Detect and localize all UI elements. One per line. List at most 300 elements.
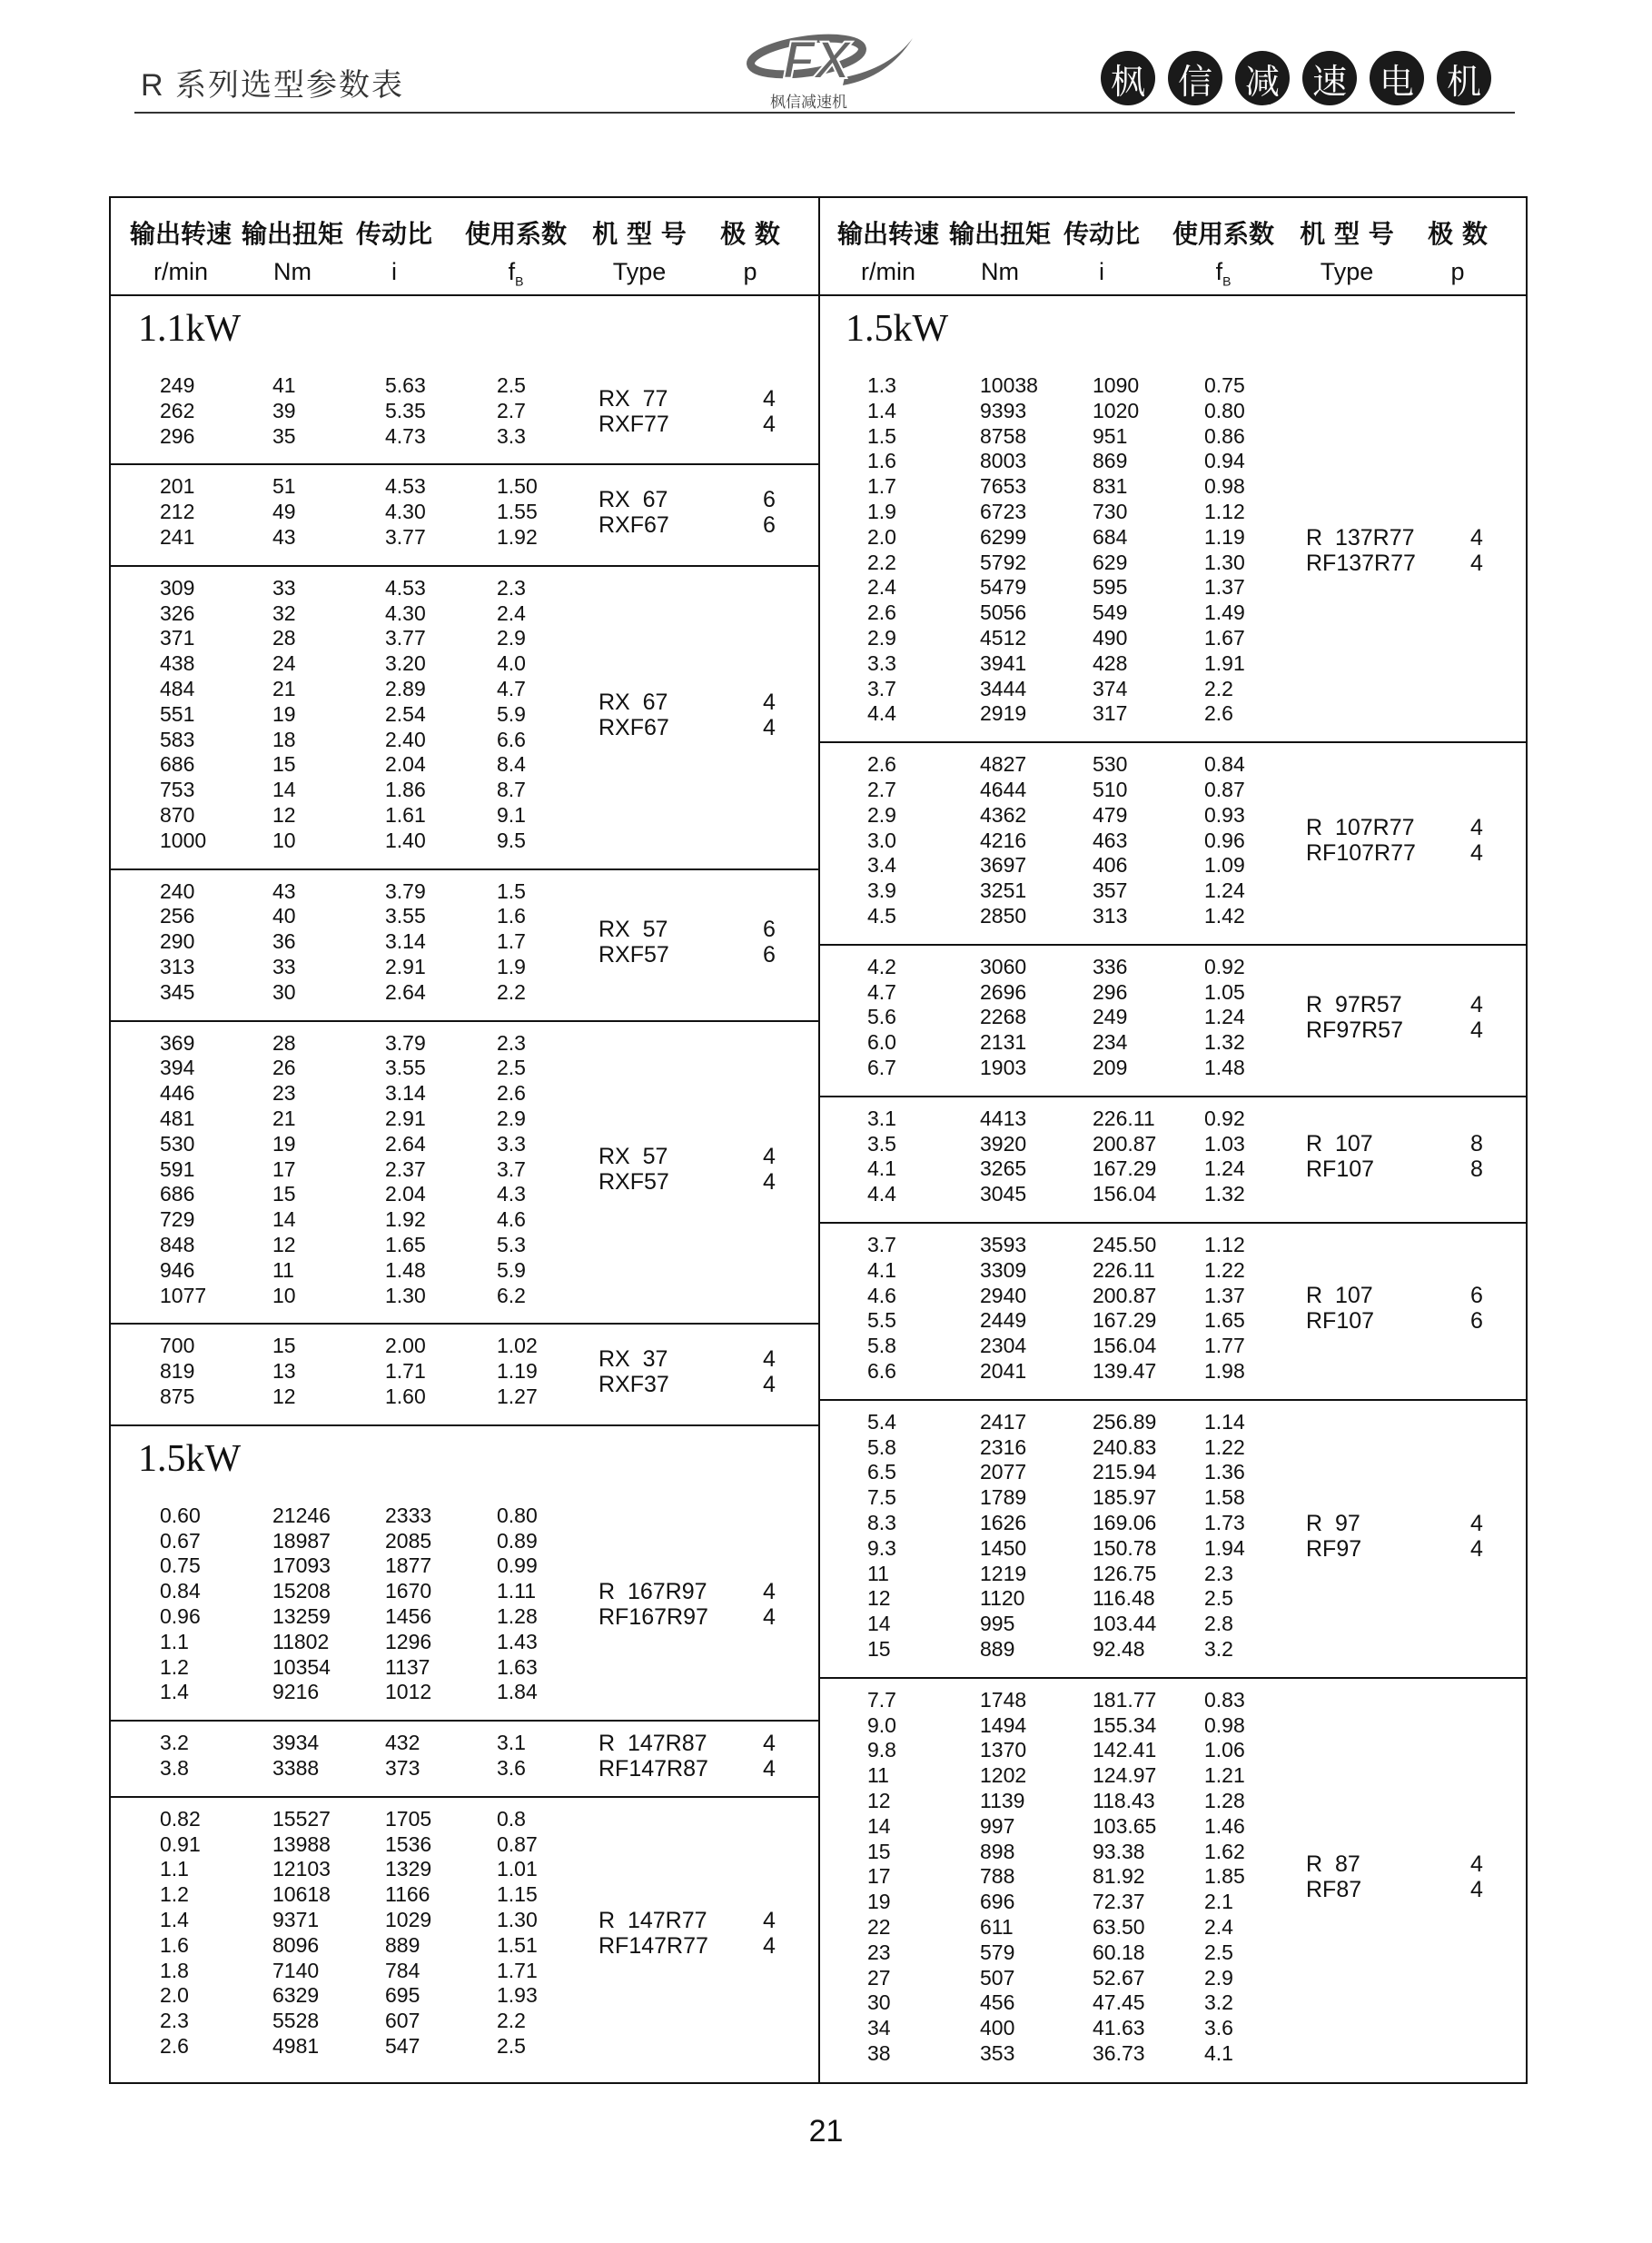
service-factor-cell: 1.05 (1204, 979, 1245, 1004)
speed-cell: 729 (160, 1207, 195, 1232)
ratio-cell: 1166 (385, 1882, 430, 1907)
service-factor-cell: 5.3 (497, 1232, 526, 1256)
gear-unit-group (818, 1399, 1528, 1679)
service-factor-cell: 1.24 (1204, 1005, 1245, 1029)
service-factor-cell: 0.92 (1204, 954, 1245, 978)
service-factor-cell: 3.6 (1204, 2016, 1233, 2040)
speed-cell: 2.6 (867, 600, 896, 625)
torque-cell: 898 (980, 1839, 1015, 1863)
service-factor-cell: 3.2 (1204, 1636, 1233, 1661)
ratio-cell: 2.00 (385, 1334, 426, 1358)
model-type: RF97 (1306, 1535, 1362, 1562)
speed-cell: 6.7 (867, 1055, 896, 1079)
service-factor-cell: 2.3 (497, 575, 526, 600)
speed-cell: 446 (160, 1081, 195, 1106)
ratio-cell: 60.18 (1093, 1940, 1145, 1964)
pole-count: 4 (1470, 1535, 1483, 1562)
torque-cell: 3920 (980, 1131, 1027, 1156)
ratio-cell: 547 (385, 2033, 420, 2058)
ratio-cell: 4.53 (385, 575, 426, 600)
ratio-cell: 234 (1093, 1030, 1128, 1055)
service-factor-cell: 2.5 (1204, 1940, 1233, 1964)
model-type: R 147R87 (598, 1730, 707, 1756)
service-factor-cell: 2.9 (497, 1106, 526, 1130)
service-factor-cell: 1.37 (1204, 575, 1245, 600)
service-factor-cell: 1.92 (497, 524, 538, 549)
model-type: RXF57 (598, 942, 669, 968)
speed-cell: 23 (867, 1940, 891, 1964)
power-section-title: 1.5kW (138, 1437, 242, 1480)
torque-cell: 2696 (980, 979, 1027, 1004)
speed-cell: 1.3 (867, 373, 896, 397)
torque-cell: 997 (980, 1813, 1015, 1838)
ratio-cell: 374 (1093, 676, 1128, 700)
ratio-cell: 889 (385, 1932, 420, 1957)
ratio-cell: 1.86 (385, 778, 426, 802)
torque-cell: 2316 (980, 1434, 1027, 1459)
ratio-cell: 2.04 (385, 752, 426, 777)
ratio-cell: 72.37 (1093, 1890, 1145, 1914)
speed-cell: 6.5 (867, 1460, 896, 1484)
torque-cell: 41 (272, 373, 296, 397)
speed-cell: 686 (160, 1182, 195, 1206)
service-factor-cell: 4.3 (497, 1182, 526, 1206)
ratio-cell: 124.97 (1093, 1763, 1157, 1788)
torque-cell: 19 (272, 701, 296, 726)
torque-cell: 3941 (980, 650, 1027, 675)
ratio-cell: 2.37 (385, 1156, 426, 1181)
ratio-cell: 684 (1093, 524, 1128, 549)
gear-unit-group (111, 1493, 818, 1722)
ratio-cell: 1877 (385, 1553, 432, 1578)
service-factor-cell: 0.8 (497, 1806, 526, 1831)
torque-cell: 5479 (980, 575, 1027, 600)
model-type: R 107 (1306, 1283, 1373, 1309)
speed-cell: 14 (867, 1813, 891, 1838)
ratio-cell: 530 (1093, 752, 1128, 777)
header-cell (942, 198, 1058, 294)
speed-cell: 9.8 (867, 1738, 896, 1762)
pole-count: 6 (763, 512, 776, 539)
torque-cell: 1139 (980, 1788, 1025, 1812)
service-factor-cell: 1.19 (497, 1359, 538, 1384)
torque-cell: 2850 (980, 903, 1027, 928)
service-factor-cell: 0.75 (1204, 373, 1245, 397)
ratio-cell: 1536 (385, 1831, 432, 1856)
page-number: 21 (808, 2114, 844, 2149)
ratio-cell: 1670 (385, 1579, 432, 1603)
column-header (111, 198, 818, 296)
ratio-cell: 784 (385, 1958, 420, 1982)
header-label-zh: 使用系数 (464, 219, 567, 249)
ratio-cell: 357 (1093, 878, 1128, 903)
header-cell (1056, 198, 1147, 294)
header-label-zh: 极 数 (1428, 219, 1488, 249)
torque-cell: 13 (272, 1359, 296, 1384)
ratio-cell: 1137 (385, 1654, 430, 1679)
speed-cell: 240 (160, 878, 195, 903)
pole-count: 4 (1470, 524, 1483, 551)
header-divider (134, 112, 1515, 114)
service-factor-cell: 0.99 (497, 1553, 538, 1578)
service-factor-cell: 9.5 (497, 828, 526, 852)
brand-char: 机 (1437, 51, 1491, 105)
torque-cell: 579 (980, 1940, 1015, 1964)
ratio-cell: 256.89 (1093, 1409, 1157, 1434)
speed-cell: 870 (160, 802, 195, 827)
speed-cell: 4.4 (867, 701, 896, 726)
header-label-unit (1292, 258, 1401, 286)
torque-cell: 28 (272, 1030, 296, 1055)
ratio-cell: 1.40 (385, 828, 426, 852)
service-factor-cell: 1.02 (497, 1334, 538, 1358)
unit-text: p (743, 258, 757, 285)
torque-cell: 33 (272, 575, 296, 600)
model-type: RX 57 (598, 1144, 668, 1170)
speed-cell: 1.4 (160, 1680, 189, 1704)
speed-cell: 0.75 (160, 1553, 201, 1578)
speed-cell: 7.5 (867, 1485, 896, 1510)
ratio-cell: 1.61 (385, 802, 426, 827)
service-factor-cell: 1.21 (1204, 1763, 1245, 1788)
model-type: RX 67 (598, 487, 668, 513)
unit-text: Type (1320, 258, 1374, 285)
speed-cell: 1077 (160, 1283, 207, 1307)
speed-cell: 38 (867, 2040, 891, 2065)
ratio-cell: 139.47 (1093, 1359, 1157, 1383)
speed-cell: 9.3 (867, 1535, 896, 1560)
ratio-cell: 5.63 (385, 373, 426, 397)
pole-count: 4 (763, 1169, 776, 1196)
model-type: RF107 (1306, 1156, 1375, 1183)
ratio-cell: 47.45 (1093, 1990, 1145, 2015)
torque-cell: 18 (272, 727, 296, 751)
model-type: R 167R97 (598, 1578, 707, 1604)
service-factor-cell: 3.3 (497, 1131, 526, 1156)
model-type: RXF67 (598, 512, 669, 539)
model-type: R 137R77 (1306, 524, 1415, 551)
speed-cell: 3.1 (867, 1106, 896, 1130)
ratio-cell: 185.97 (1093, 1485, 1157, 1510)
ratio-cell: 1456 (385, 1603, 432, 1628)
speed-cell: 438 (160, 651, 195, 676)
ratio-cell: 406 (1093, 853, 1128, 878)
torque-cell: 3045 (980, 1182, 1027, 1206)
speed-cell: 17 (867, 1864, 891, 1889)
service-factor-cell: 2.5 (1204, 1586, 1233, 1611)
speed-cell: 0.82 (160, 1806, 201, 1831)
torque-cell: 39 (272, 398, 296, 422)
speed-cell: 1.1 (160, 1629, 189, 1653)
header-label-unit (829, 258, 947, 286)
pole-count: 6 (1470, 1308, 1483, 1335)
ratio-cell: 4.73 (385, 423, 426, 448)
ratio-cell: 2085 (385, 1528, 432, 1553)
speed-cell: 2.0 (160, 1983, 189, 2008)
torque-cell: 10354 (272, 1654, 331, 1679)
ratio-cell: 2.54 (385, 701, 426, 726)
speed-cell: 256 (160, 904, 195, 928)
speed-cell: 1.4 (160, 1907, 189, 1931)
service-factor-cell: 1.11 (497, 1579, 537, 1603)
pole-count: 4 (1470, 1851, 1483, 1878)
unit-text: Type (612, 258, 667, 285)
pole-count: 6 (1470, 1283, 1483, 1309)
torque-cell: 7140 (272, 1958, 320, 1982)
torque-cell: 10 (272, 1283, 296, 1307)
speed-cell: 5.8 (867, 1434, 896, 1459)
torque-cell: 15 (272, 1334, 296, 1358)
service-factor-cell: 1.12 (1204, 500, 1245, 523)
torque-cell: 43 (272, 524, 296, 549)
service-factor-cell: 1.93 (497, 1983, 538, 2008)
service-factor-cell: 1.7 (497, 929, 526, 954)
pole-count: 8 (1470, 1131, 1483, 1157)
speed-cell: 875 (160, 1384, 195, 1408)
torque-cell: 9393 (980, 398, 1027, 422)
ratio-cell: 1.60 (385, 1384, 426, 1408)
model-type: RF147R77 (598, 1932, 708, 1959)
speed-cell: 371 (160, 626, 195, 650)
torque-cell: 17093 (272, 1553, 331, 1578)
left-column (111, 198, 820, 2082)
torque-cell: 400 (980, 2016, 1015, 2040)
service-factor-cell: 1.15 (497, 1882, 538, 1907)
speed-cell: 3.5 (867, 1131, 896, 1156)
unit-text: p (1450, 258, 1465, 285)
speed-cell: 3.2 (160, 1731, 189, 1755)
speed-cell: 309 (160, 575, 195, 600)
pole-count: 6 (763, 487, 776, 513)
speed-cell: 686 (160, 752, 195, 777)
service-factor-cell: 1.12 (1204, 1233, 1245, 1256)
speed-cell: 11 (867, 1763, 889, 1788)
torque-cell: 1494 (980, 1712, 1027, 1737)
speed-cell: 481 (160, 1106, 195, 1130)
speed-cell: 12 (867, 1788, 891, 1812)
unit-text: r/min (861, 258, 915, 285)
service-factor-cell: 0.84 (1204, 752, 1245, 777)
ratio-cell: 3.77 (385, 524, 426, 549)
torque-cell: 49 (272, 500, 296, 524)
ratio-cell: 4.30 (385, 500, 426, 524)
service-factor-cell: 1.49 (1204, 600, 1245, 625)
speed-cell: 2.9 (867, 626, 896, 650)
service-factor-cell: 0.83 (1204, 1687, 1245, 1712)
service-factor-cell: 6.6 (497, 727, 526, 751)
model-type: RXF77 (598, 411, 669, 437)
speed-cell: 0.96 (160, 1603, 201, 1628)
ratio-cell: 142.41 (1093, 1738, 1157, 1762)
model-type: RX 77 (598, 385, 668, 412)
service-factor-cell: 1.28 (1204, 1788, 1245, 1812)
header-label-zh: 传动比 (1063, 219, 1140, 249)
torque-cell: 4216 (980, 828, 1027, 852)
torque-cell: 3934 (272, 1731, 320, 1755)
service-factor-cell: 1.77 (1204, 1334, 1245, 1358)
service-factor-cell: 1.55 (497, 500, 538, 524)
ratio-cell: 103.65 (1093, 1813, 1157, 1838)
unit-text: f (1215, 258, 1223, 285)
torque-cell: 30 (272, 979, 296, 1004)
ratio-cell: 52.67 (1093, 1965, 1145, 1990)
service-factor-cell: 2.1 (1204, 1890, 1233, 1914)
ratio-cell: 200.87 (1093, 1131, 1157, 1156)
ratio-cell: 428 (1093, 650, 1128, 675)
header-label-zh: 传动比 (355, 219, 432, 249)
speed-cell: 4.7 (867, 979, 896, 1004)
service-factor-cell: 1.30 (497, 1907, 538, 1931)
ratio-cell: 313 (1093, 903, 1128, 928)
speed-cell: 753 (160, 778, 195, 802)
ratio-cell: 490 (1093, 626, 1128, 650)
brand-char: 信 (1168, 51, 1222, 105)
column-header (818, 198, 1528, 296)
torque-cell: 1903 (980, 1055, 1027, 1079)
service-factor-cell: 1.46 (1204, 1813, 1245, 1838)
torque-cell: 35 (272, 423, 296, 448)
brand-char: 枫 (1101, 51, 1155, 105)
header-label-zh: 输出扭矩 (948, 219, 1051, 249)
ratio-cell: 156.04 (1093, 1334, 1157, 1358)
ratio-cell: 2333 (385, 1503, 432, 1527)
service-factor-cell: 2.9 (497, 626, 526, 650)
gear-unit-group (818, 362, 1528, 743)
header-cell (349, 198, 440, 294)
pole-count: 4 (763, 1346, 776, 1373)
right-column (818, 198, 1528, 2082)
service-factor-cell: 1.28 (497, 1603, 538, 1628)
speed-cell: 1.4 (867, 398, 896, 422)
torque-cell: 3388 (272, 1755, 320, 1780)
speed-cell: 394 (160, 1056, 195, 1080)
ratio-cell: 169.06 (1093, 1510, 1157, 1534)
ratio-cell: 695 (385, 1983, 420, 2008)
service-factor-cell: 1.14 (1204, 1409, 1245, 1434)
speed-cell: 212 (160, 500, 195, 524)
torque-cell: 28 (272, 626, 296, 650)
brand-char: 速 (1302, 51, 1357, 105)
service-factor-cell: 0.80 (1204, 398, 1245, 422)
speed-cell: 4.2 (867, 954, 896, 978)
speed-cell: 2.7 (867, 777, 896, 801)
speed-cell: 262 (160, 398, 195, 422)
service-factor-cell: 2.2 (1204, 676, 1233, 700)
service-factor-cell: 0.80 (497, 1503, 538, 1527)
torque-cell: 32 (272, 600, 296, 625)
speed-cell: 3.7 (867, 676, 896, 700)
torque-cell: 11 (272, 1257, 294, 1282)
service-factor-cell: 1.30 (1204, 550, 1245, 574)
torque-cell: 2417 (980, 1409, 1027, 1434)
ratio-cell: 3.79 (385, 878, 426, 903)
service-factor-cell: 1.48 (1204, 1055, 1245, 1079)
brand-char: 电 (1370, 51, 1424, 105)
header-cell (122, 198, 240, 294)
service-factor-cell: 0.92 (1204, 1106, 1245, 1130)
speed-cell: 2.6 (867, 752, 896, 777)
ratio-cell: 1.48 (385, 1257, 426, 1282)
speed-cell: 1.2 (160, 1882, 189, 1907)
model-type: RX 67 (598, 689, 668, 715)
service-factor-cell: 1.62 (1204, 1839, 1245, 1863)
ratio-cell: 463 (1093, 828, 1128, 852)
torque-cell: 788 (980, 1864, 1015, 1889)
speed-cell: 2.4 (867, 575, 896, 600)
service-factor-cell: 0.89 (497, 1528, 538, 1553)
ratio-cell: 607 (385, 2009, 420, 2033)
torque-cell: 1370 (980, 1738, 1027, 1762)
ratio-cell: 215.94 (1093, 1460, 1157, 1484)
ratio-cell: 1.92 (385, 1207, 426, 1232)
header-label-zh: 使用系数 (1172, 219, 1274, 249)
header-label-zh: 机 型 号 (1300, 219, 1394, 249)
service-factor-cell: 4.0 (497, 651, 526, 676)
torque-cell: 3060 (980, 954, 1027, 978)
torque-cell: 4644 (980, 777, 1027, 801)
service-factor-cell: 3.2 (1204, 1990, 1233, 2015)
torque-cell: 6329 (272, 1983, 320, 2008)
torque-cell: 1202 (980, 1763, 1027, 1788)
gear-unit-group (111, 1020, 818, 1325)
torque-cell: 4981 (272, 2033, 320, 2058)
service-factor-cell: 0.96 (1204, 828, 1245, 852)
torque-cell: 3251 (980, 878, 1027, 903)
torque-cell: 18987 (272, 1528, 331, 1553)
service-factor-cell: 5.9 (497, 701, 526, 726)
service-factor-cell: 2.9 (1204, 1965, 1233, 1990)
header-label-unit (1421, 258, 1494, 286)
speed-cell: 369 (160, 1030, 195, 1055)
torque-cell: 15 (272, 1182, 296, 1206)
unit-text: f (508, 258, 516, 285)
service-factor-cell: 5.9 (497, 1257, 526, 1282)
ratio-cell: 432 (385, 1731, 420, 1755)
ratio-cell: 118.43 (1093, 1788, 1155, 1812)
torque-cell: 3309 (980, 1257, 1027, 1282)
ratio-cell: 81.92 (1093, 1864, 1145, 1889)
header-cell (585, 198, 694, 294)
torque-cell: 1748 (980, 1687, 1027, 1712)
model-type: R 97 (1306, 1510, 1360, 1536)
service-factor-cell: 8.7 (497, 778, 526, 802)
ratio-cell: 1329 (385, 1857, 432, 1881)
pole-count: 4 (763, 714, 776, 740)
torque-cell: 19 (272, 1131, 296, 1156)
speed-cell: 2.6 (160, 2033, 189, 2058)
ratio-cell: 226.11 (1093, 1106, 1155, 1130)
selection-table (109, 196, 1528, 2084)
service-factor-cell: 1.6 (497, 904, 526, 928)
model-type: RXF37 (598, 1372, 669, 1398)
speed-cell: 15 (867, 1636, 891, 1661)
torque-cell: 13259 (272, 1603, 331, 1628)
gear-unit-group (111, 463, 818, 566)
speed-cell: 819 (160, 1359, 195, 1384)
ratio-cell: 126.75 (1093, 1561, 1157, 1585)
service-factor-cell: 2.5 (497, 2033, 526, 2058)
service-factor-cell: 2.7 (497, 398, 526, 422)
model-type: R 107 (1306, 1131, 1373, 1157)
service-factor-cell: 0.98 (1204, 1712, 1245, 1737)
speed-cell: 27 (867, 1965, 891, 1990)
service-factor-cell: 1.51 (497, 1932, 538, 1957)
speed-cell: 2.3 (160, 2009, 189, 2033)
ratio-cell: 167.29 (1093, 1156, 1157, 1181)
pole-count: 4 (763, 1932, 776, 1959)
service-factor-cell: 1.73 (1204, 1510, 1245, 1534)
pole-count: 4 (763, 1907, 776, 1933)
